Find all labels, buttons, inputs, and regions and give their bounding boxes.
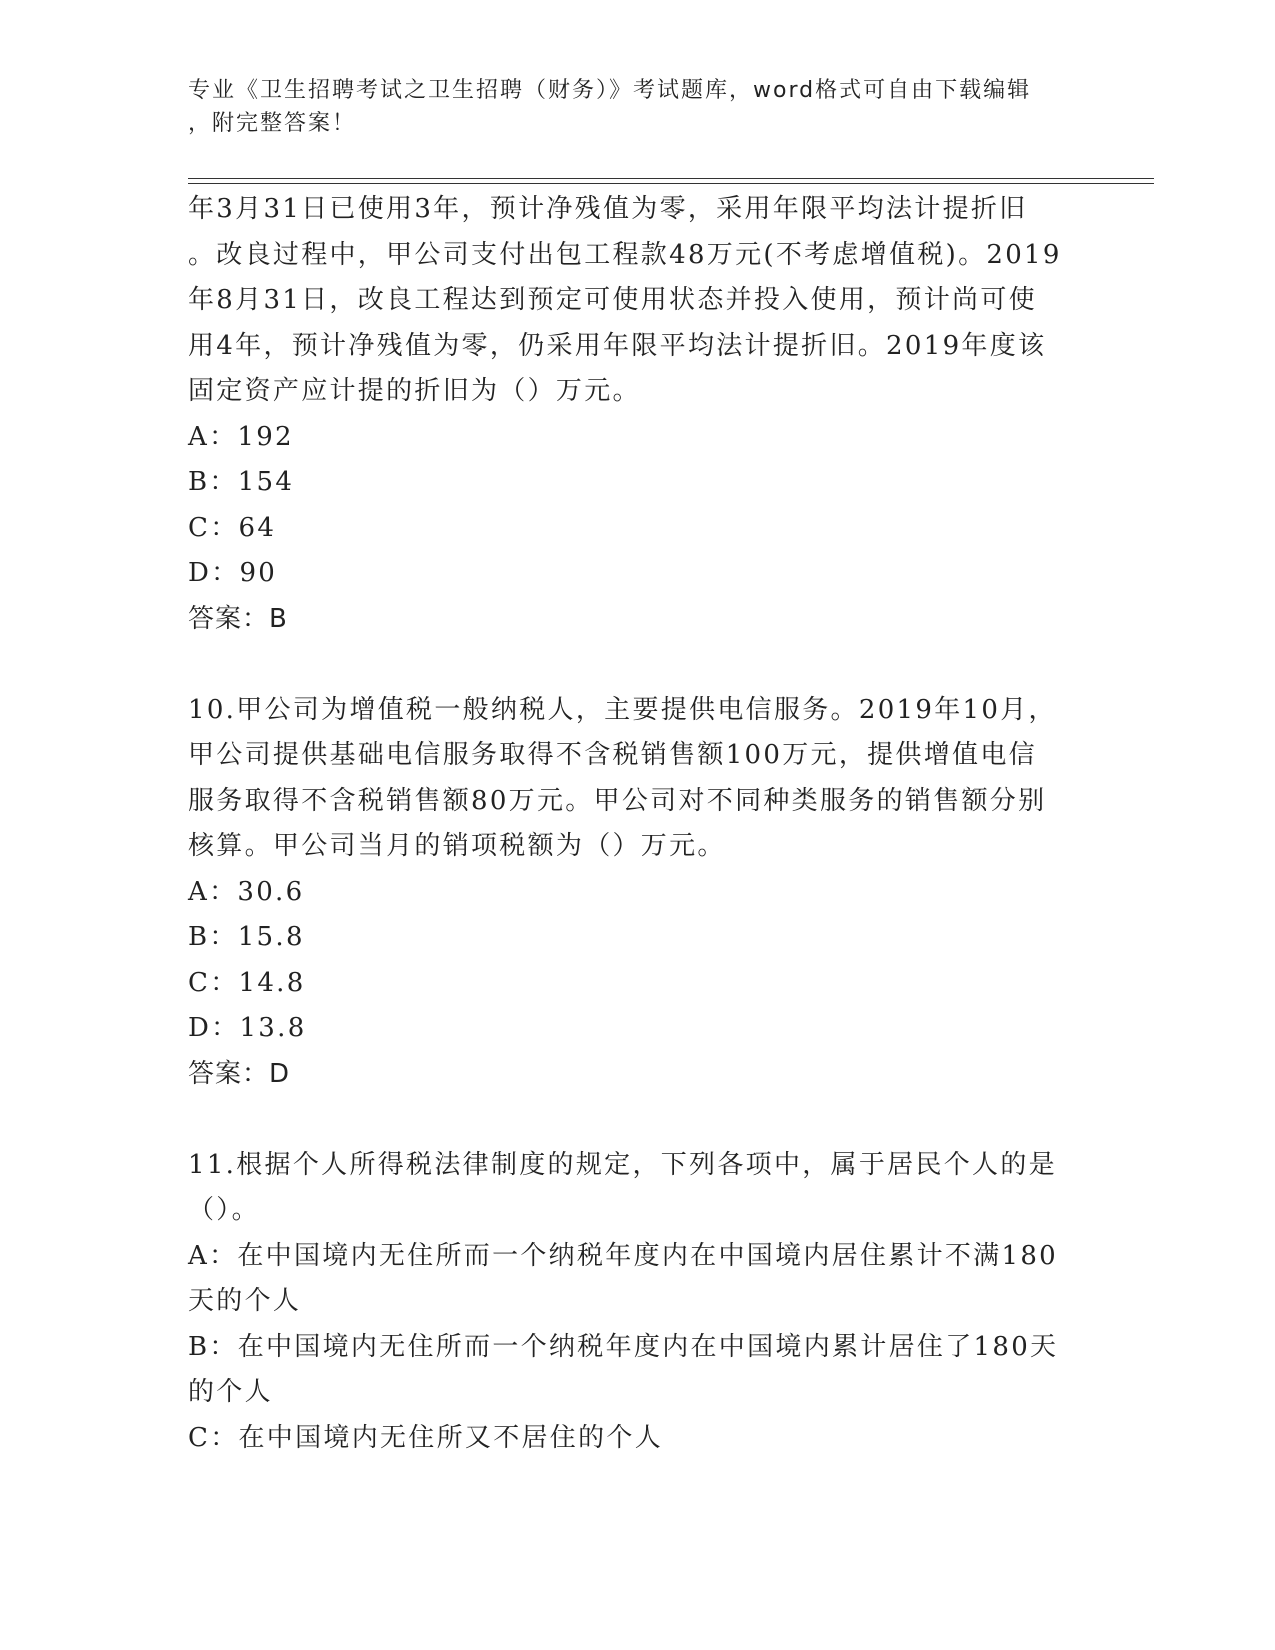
question-9-line-2: 。改良过程中，甲公司支付出包工程款48万元(不考虑增值税)。2019 bbox=[188, 239, 1062, 270]
question-10-answer: 答案：D bbox=[188, 1058, 291, 1089]
question-10-option-a: A：30.6 bbox=[188, 876, 305, 907]
question-10-option-c: C：14.8 bbox=[188, 967, 306, 998]
question-11-option-c: C：在中国境内无住所又不居住的个人 bbox=[188, 1422, 663, 1453]
question-11-option-b: B：在中国境内无住所而一个纳税年度内在中国境内累计居住了180天 bbox=[188, 1331, 1059, 1362]
question-11-option-a: A：在中国境内无住所而一个纳税年度内在中国境内居住累计不满180 bbox=[188, 1240, 1059, 1271]
question-9-option-c: C：64 bbox=[188, 512, 277, 543]
question-9-line-3: 年8月31日，改良工程达到预定可使用状态并投入使用，预计尚可使 bbox=[188, 285, 1037, 315]
question-9-line-5: 固定资产应计提的折旧为（）万元。 bbox=[188, 376, 641, 406]
header-divider-top bbox=[188, 178, 1154, 179]
question-9-line-4: 用4年，预计净残值为零，仍采用年限平均法计提折旧。2019年度该 bbox=[188, 330, 1047, 361]
question-11-option-a-cont: 天的个人 bbox=[188, 1286, 302, 1316]
question-11-option-b-cont: 的个人 bbox=[188, 1377, 273, 1407]
question-10-line-3: 服务取得不含税销售额80万元。甲公司对不同种类服务的销售额分别 bbox=[188, 785, 1047, 816]
header-divider-bottom bbox=[188, 183, 1154, 184]
question-9-line-1: 年3月31日已使用3年，预计净残值为零，采用年限平均法计提折旧 bbox=[188, 194, 1028, 224]
question-10-line-2: 甲公司提供基础电信服务取得不含税销售额100万元，提供增值电信 bbox=[188, 740, 1037, 770]
question-11 bbox=[188, 1143, 1088, 1462]
header-line-1: 专业《卫生招聘考试之卫生招聘（财务）》考试题库，word格式可自由下载编辑 bbox=[188, 78, 1032, 103]
question-9-option-b: B：154 bbox=[188, 467, 295, 497]
spacer bbox=[188, 1097, 1088, 1143]
question-11-line-1: 11.根据个人所得税法律制度的规定，下列各项中，属于居民个人的是 bbox=[188, 1149, 1057, 1180]
question-11-line-2: （）。 bbox=[188, 1195, 260, 1225]
document-body bbox=[188, 187, 1088, 1461]
question-9 bbox=[188, 187, 1088, 642]
header-line-2: ，附完整答案！ bbox=[188, 111, 357, 136]
question-10-option-b: B：15.8 bbox=[188, 922, 305, 952]
question-10-line-4: 核算。甲公司当月的销项税额为（）万元。 bbox=[188, 831, 726, 861]
document-header bbox=[188, 74, 1068, 140]
spacer bbox=[188, 642, 1088, 688]
question-9-answer: 答案：B bbox=[188, 603, 288, 634]
question-10-line-1: 10.甲公司为增值税一般纳税人，主要提供电信服务。2019年10月， bbox=[188, 694, 1057, 725]
question-10-option-d: D：13.8 bbox=[188, 1013, 307, 1043]
question-9-option-a: A：192 bbox=[188, 421, 294, 452]
question-10 bbox=[188, 688, 1088, 1098]
question-9-option-d: D：90 bbox=[188, 558, 278, 588]
